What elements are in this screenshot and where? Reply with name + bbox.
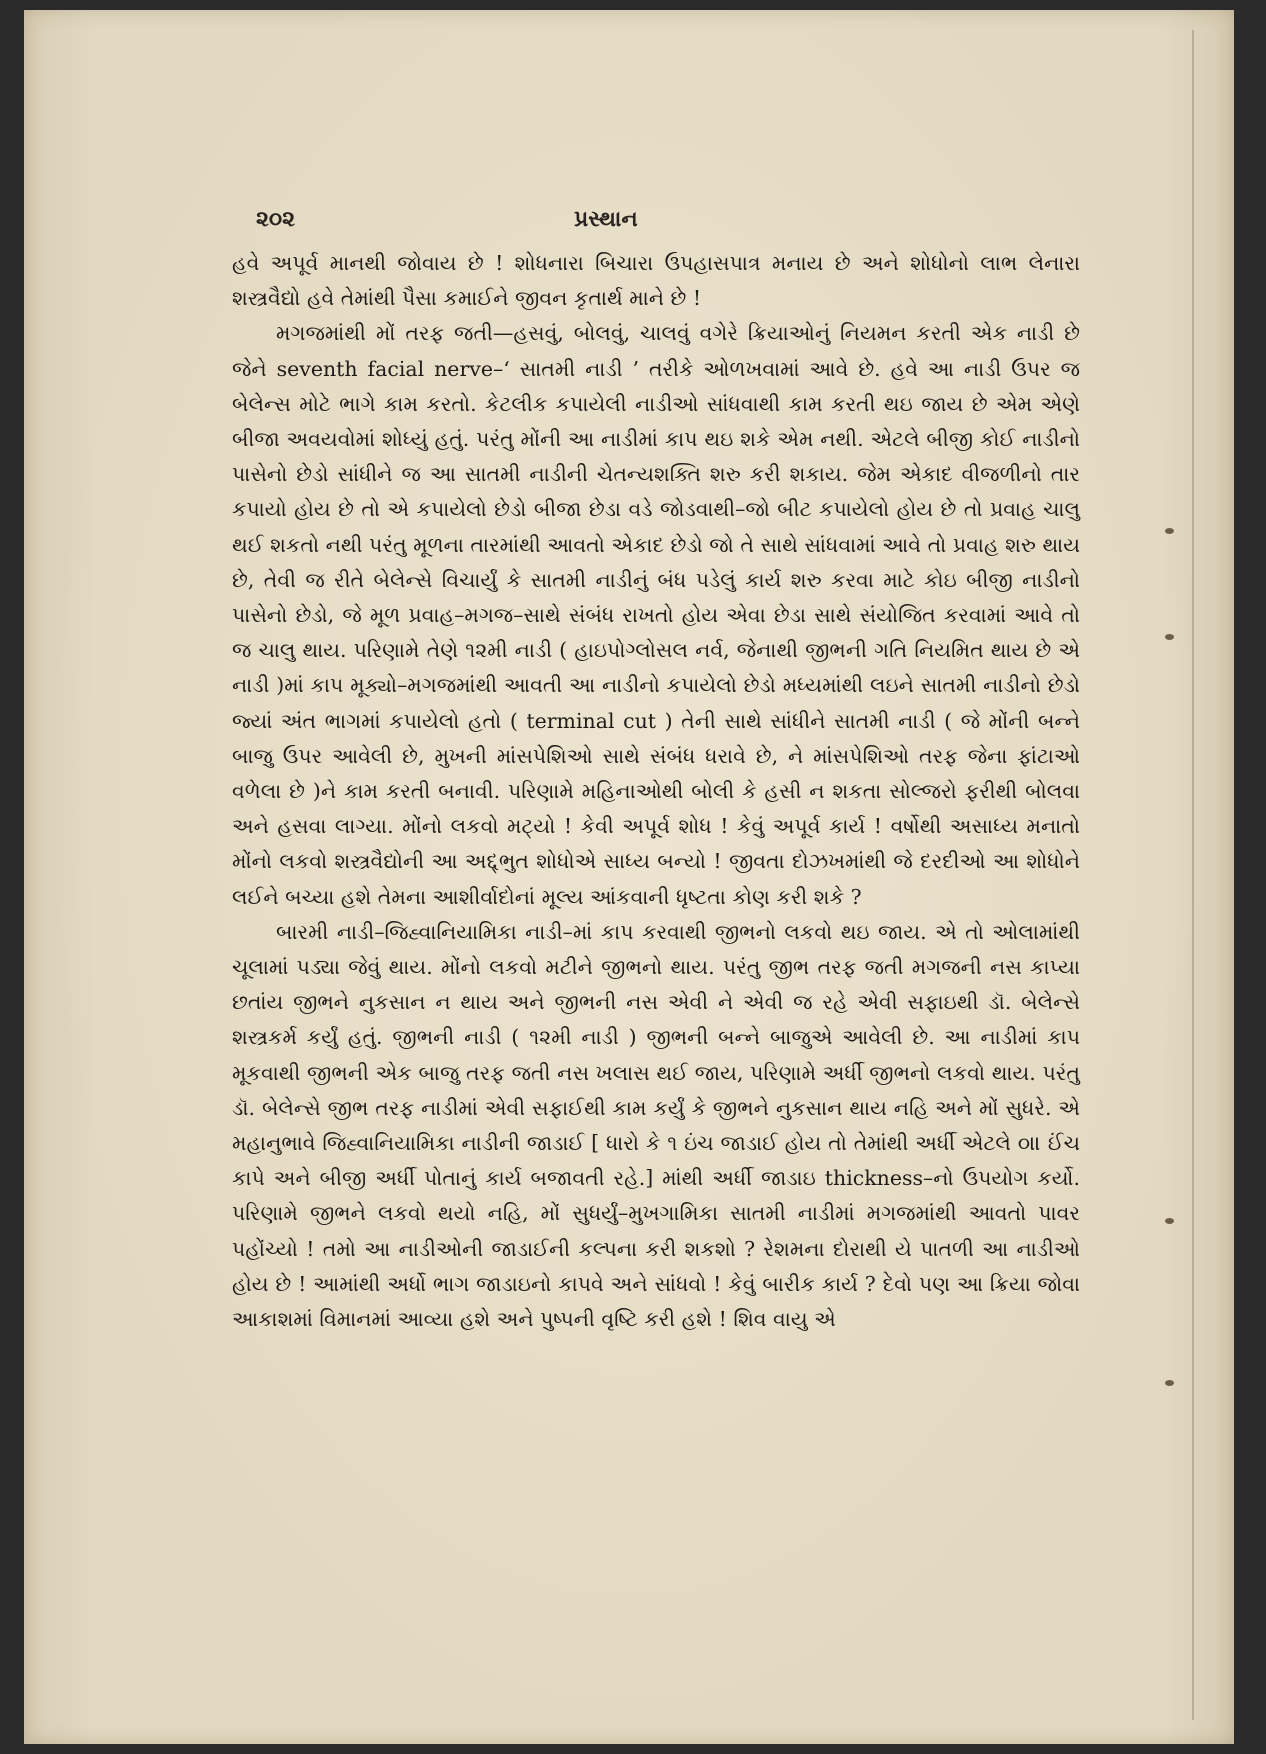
punch-hole-mark <box>1165 528 1174 534</box>
page-edge-line <box>1192 30 1194 1720</box>
paragraph-2: મગજમાંથી મોં તરફ જતી—હસવું, બોલવું, ચાલવું વગેરે ક્રિયાઓનું નિયમન કરતી એક નાડી છે જેને seventh facial nerve–‘ સાતમી નાડી ’ તરીકે ઓળખવામાં આવે છે. હવે આ નાડી ઉપર જ બેલેન્સ મોટે ભાગે કામ કરતો. કેટલીક કપાયેલી નાડીઓ સાંધવાથી કામ કરતી થઇ જાય છે એમ એણે બીજા અવયવોમાં શોધ્યું હતું. પરંતુ મોંની આ નાડીમાં કાપ થઇ શકે એમ નથી. એટલે બીજી કોઈ નાડીનો પાસેનો છેડો સાંધીને જ આ સાતમી નાડીની ચેતન્યશક્તિ શરુ કરી શકાય. જેમ એકાદ વીજળીનો તાર કપાયો હોય છે તો એ કપાયેલો છેડો બીજા છેડા વડે જોડવાથી–જો બીટ કપાયેલો હોય છે તો પ્રવાહ ચાલુ થઈ શકતો નથી પરંતુ મૂળના તારમાંથી આવતો એકાદ છેડો જો તે સાથે સાંધવામાં આવે તો પ્રવાહ શરુ થાય છે, તેવી જ રીતે બેલેન્સે વિચાર્યું કે સાતમી નાડીનું બંધ પડેલું કાર્ય શરુ કરવા માટે કોઇ બીજી નાડીનો પાસેનો છેડો, જે મૂળ પ્રવાહ–મગજ–સાથે સંબંધ રાખતો હોય એવા છેડા સાથે સંયોજિત કરવામાં આવે તો જ ચાલુ થાય. પરિણામે તેણે ૧૨મી નાડી ( હાઇપોગ્લોસલ નર્વ, જેનાથી જીભની ગતિ નિયમિત થાય છે એ નાડી )માં કાપ મૂક્યો–મગજમાંથી આવતી આ નાડીનો કપાયેલો છેડો મધ્યમાંથી લઇને સાતમી નાડીનો છેડો જ્યાં અંત ભાગમાં કપાયેલો હતો ( terminal cut ) તેની સાથે સાંધીને સાતમી નાડી ( જે મોંની બન્ને બાજુ ઉપર આવેલી છે, મુખની માંસપેશિઓ સાથે સંબંધ ધરાવે છે, ને માંસપેશિઓ તરફ જેના ફાંટાઓ વળેલા છે )ને કામ કરતી બનાવી. પરિણામે મહિનાઓથી બોલી કે હસી ન શકતા સોલ્જરો ફરીથી બોલવા અને હસવા લાગ્યા. મોંનો લકવો મટ્યો ! કેવી અપૂર્વ શોધ ! કેવું અપૂર્વ કાર્ય ! વર્ષોથી અસાધ્ય મનાતો મોંનો લકવો શસ્ત્રવૈદ્યોની આ અદ્દ્ભુત શોધોએ સાધ્ય બન્યો ! જીવતા દોઝખમાંથી જે દરદીઓ આ શોધોને લઈને બચ્યા હશે તેમના આશીર્વાદોનાં મૂલ્ય આંકવાની ધૃષ્ટતા કોણ કરી શકે ? <box>232 321 1080 909</box>
page-header <box>256 206 1054 230</box>
punch-hole-mark <box>1165 1380 1174 1386</box>
punch-hole-mark <box>1165 634 1174 640</box>
body-text <box>232 246 1080 1337</box>
paragraph-3: બારમી નાડી–જિહ્વાનિયામિકા નાડી–માં કાપ કરવાથી જીભનો લકવો થઇ જાય. એ તો ઓલામાંથી ચૂલામાં પડ્યા જેવું થાય. મોંનો લકવો મટીને જીભનો થાય. પરંતુ જીભ તરફ જતી મગજની નસ કાપ્યા છતાંય જીભને નુકસાન ન થાય અને જીભની નસ એવી ને એવી જ રહે એવી સફાઇથી ડૉ. બેલેન્સે શસ્ત્રકર્મ કર્યું હતું. જીભની નાડી ( ૧૨મી નાડી ) જીભની બન્ને બાજુએ આવેલી છે. આ નાડીમાં કાપ મૂકવાથી જીભની એક બાજુ તરફ જતી નસ ખલાસ થઈ જાય, પરિણામે અર્ધી જીભનો લકવો થાય. પરંતુ ડૉ. બેલેન્સે જીભ તરફ નાડીમાં એવી સફાઈથી કામ કર્યું કે જીભને નુકસાન થાય નહિ અને મોં સુધરે. એ મહાનુભાવે જિહ્વાનિયામિકા નાડીની જાડાઈ [ ધારો કે ૧ ઇંચ જાડાઈ હોય તો તેમાંથી અર્ધી એટલે ૦॥ ઈંચ કાપે અને બીજી અર્ધી પોતાનું કાર્ય બજાવતી રહે.] માંથી અર્ધી જાડાઇ thickness–નો ઉપયોગ કર્યો. પરિણામે જીભને લકવો થયો નહિ, મોં સુધર્યું–મુખગામિકા સાતમી નાડીમાં મગજમાંથી આવતો પાવર પહોંચ્યો ! તમો આ નાડીઓની જાડાઈની કલ્પના કરી શકશો ? રેશમના દોરાથી યે પાતળી આ નાડીઓ હોય છે ! આમાંથી અર્ધો ભાગ જાડાઇનો કાપવે અને સાંધવો ! કેવું બારીક કાર્ય ? દેવો પણ આ ક્રિયા જોવા આકાશમાં વિમાનમાં આવ્યા હશે અને પુષ્પની વૃષ્ટિ કરી હશે ! શિવ વાયુ એ <box>232 919 1080 1332</box>
page-number: ૨૦૨ <box>256 206 296 232</box>
running-title: પ્રસ્થાન <box>574 206 638 232</box>
punch-hole-mark <box>1165 1218 1174 1224</box>
paragraph-1: હવે અપૂર્વ માનથી જોવાય છે ! શોધનારા બિચારા ઉપહાસપાત્ર મનાય છે અને શોધોનો લાભ લેનારા શસ્ત્રવૈદ્યો હવે તેમાંથી પૈસા કમાઈને જીવન કૃતાર્થ માને છે ! <box>232 251 1080 311</box>
